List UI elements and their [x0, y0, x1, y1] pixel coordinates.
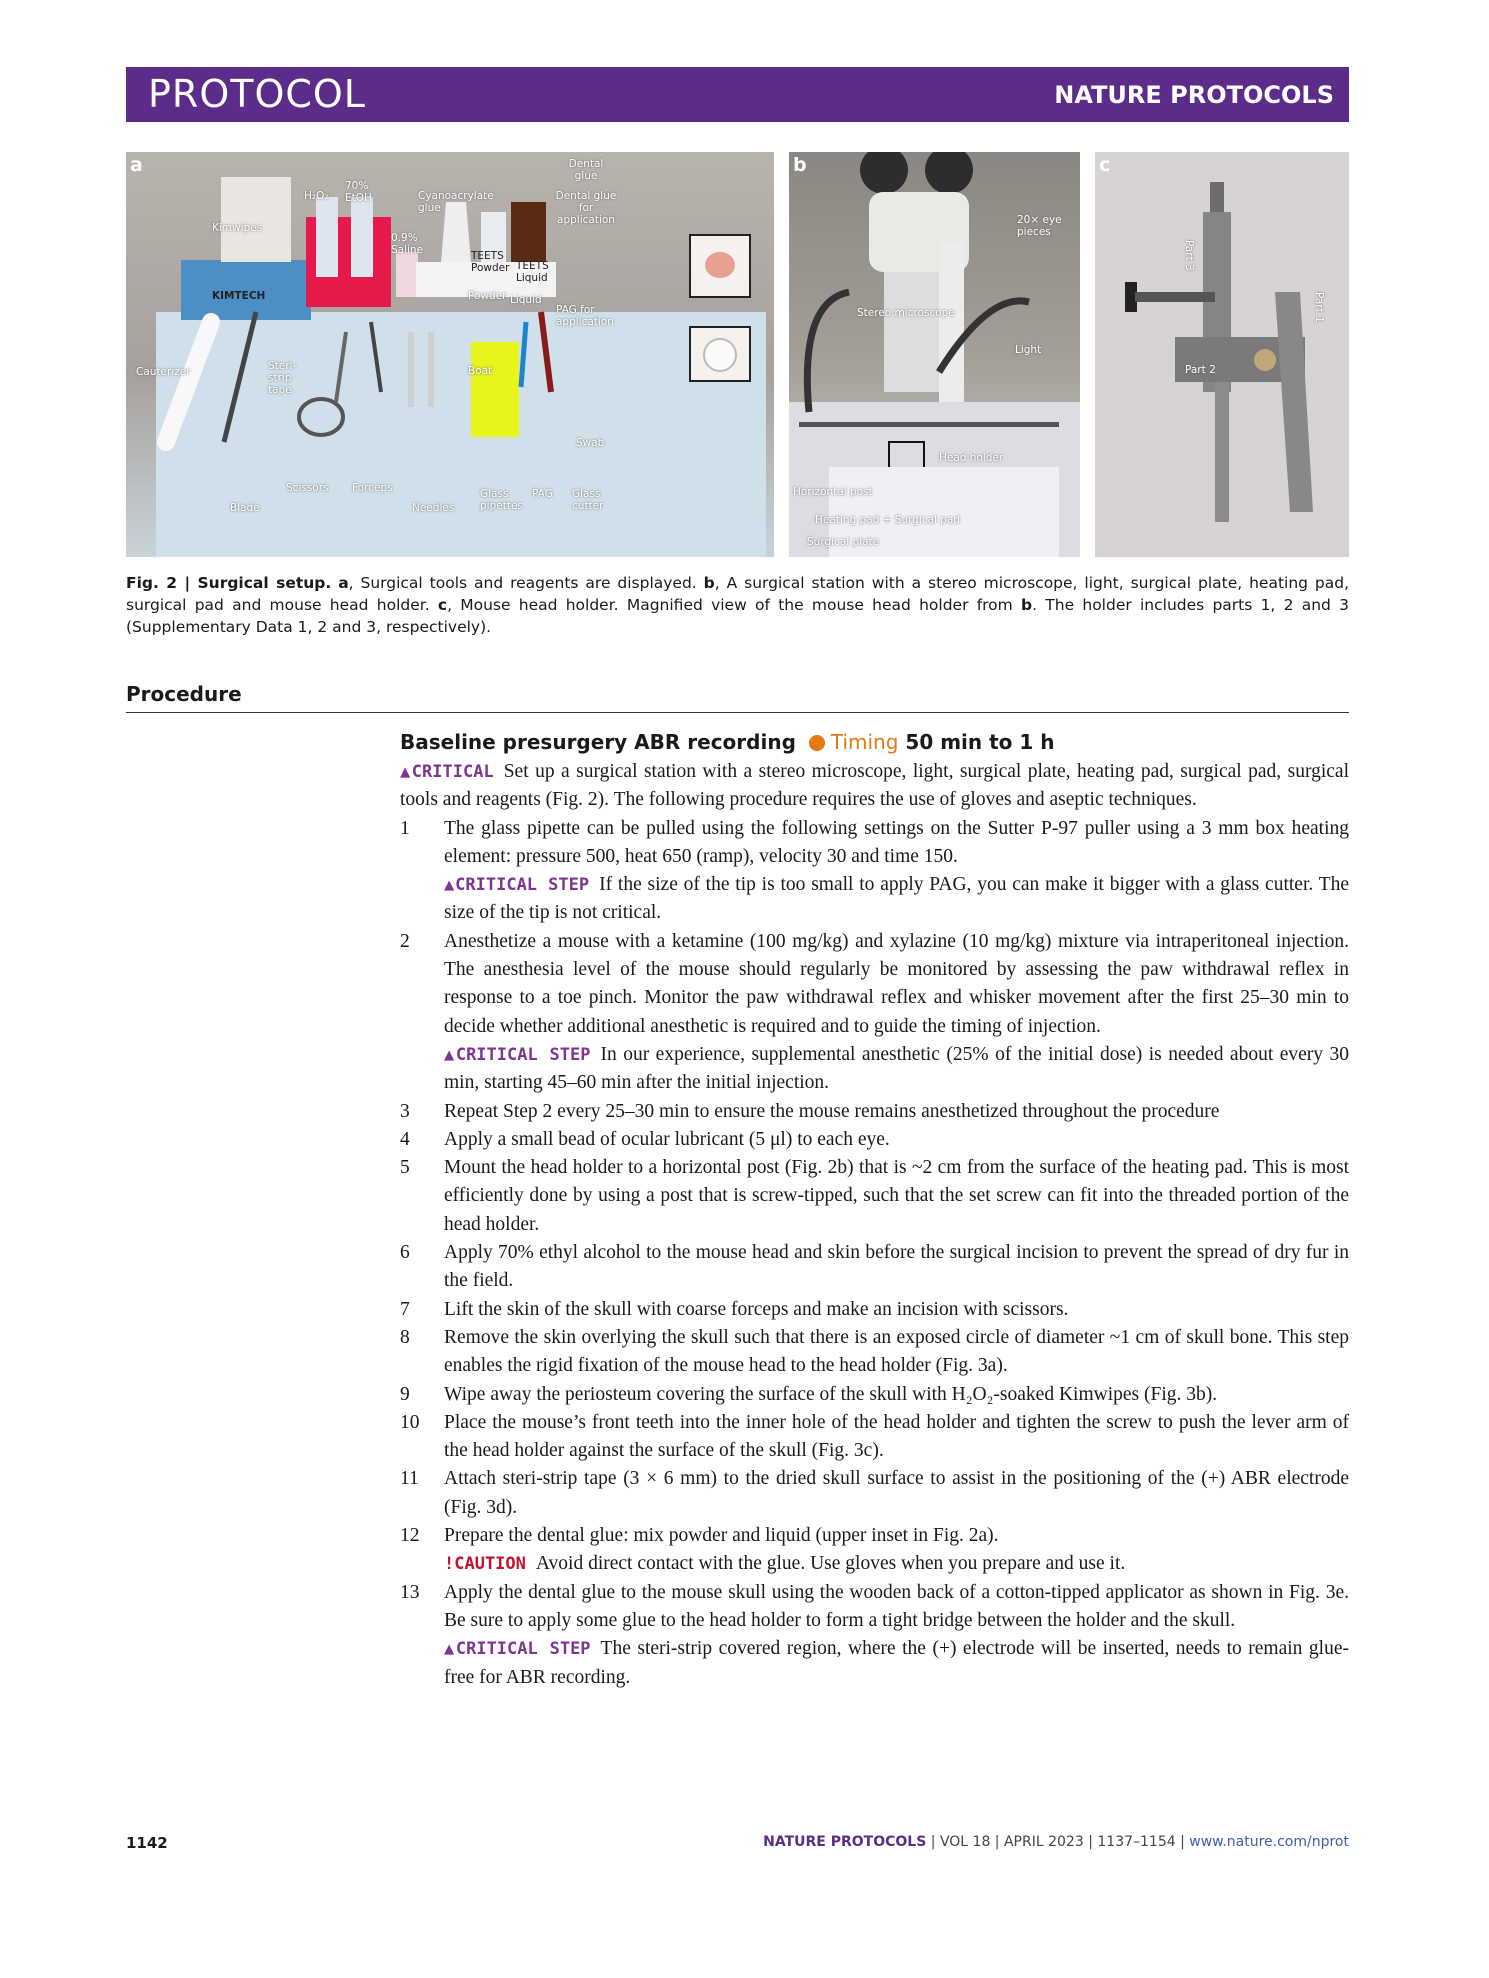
timing-dot-icon [809, 735, 825, 751]
critical-step-note [400, 1635, 1349, 1692]
procedure-step [400, 1296, 1349, 1324]
label-pag-application: PAG for application [556, 304, 614, 329]
panel-c-illustration [1095, 152, 1349, 557]
caption-b-text: , A surgical station with a stereo microscope, light, surgical plate, heating pad, surgical pad and mouse head holder. [126, 574, 1350, 614]
timing-label: Timing [830, 730, 899, 754]
procedure-step [400, 1465, 1349, 1522]
step-number: 10 [400, 1411, 420, 1433]
procedure-step [400, 815, 1349, 872]
procedure-divider [126, 712, 1349, 713]
step-number: 11 [400, 1468, 419, 1490]
step-number: 5 [400, 1157, 410, 1179]
step-number: 1 [400, 817, 410, 839]
figure-panel-c [1095, 152, 1349, 557]
panel-letter-c: c [1099, 154, 1111, 176]
critical-intro-text: Set up a surgical station with a stereo microscope, light, surgical plate, heating pad, surgical pad, surgical tools and reagents (Fig. 2). The following procedure requires the use of gloves and aseptic techniques. [400, 761, 1349, 811]
footer-citation: NATURE PROTOCOLS | VOL 18 | APRIL 2023 | 1137–1154 | www.nature.com/nprot [763, 1834, 1349, 1850]
footer-url[interactable]: www.nature.com/nprot [1189, 1834, 1349, 1850]
caption-a: a [338, 574, 349, 592]
step-text: Wipe away the periosteum covering the surface of the skull with H₂O₂-soaked Kimwipes (Fig. 3b). [444, 1383, 1218, 1405]
caption-c-text: , Mouse head holder. Magnified view of the mouse head holder from [447, 596, 1022, 614]
step-number: 8 [400, 1326, 410, 1348]
page-number: 1142 [126, 1834, 168, 1852]
pag-inset [689, 326, 751, 382]
step-text: Apply a small bead of ocular lubricant (5 μl) to each eye. [444, 1128, 890, 1150]
label-blade: Blade [230, 502, 260, 514]
procedure-step [400, 1381, 1349, 1409]
label-powder: Powder [468, 290, 507, 302]
label-part2: Part 2 [1185, 364, 1216, 376]
label-surgical-plate: Surgical plate [807, 536, 880, 548]
figure-panel-b [789, 152, 1080, 557]
step-number: 12 [400, 1525, 420, 1547]
critical-step-text: If the size of the tip is too small to apply PAG, you can make it bigger with a glass cutter. The size of the tip is not critical. [444, 874, 1350, 924]
section-title [400, 730, 1054, 754]
step-number: 2 [400, 930, 410, 952]
step-text: Anesthetize a mouse with a ketamine (100 mg/kg) and xylazine (10 mg/kg) mixture via intraperitoneal injection. The anesthesia level of the mouse should regularly be monitored by assessing the paw withdrawal reflex in response to a toe pinch. Monitor the paw withdrawal reflex and whisker movement after the first 25–30 min to decide whether additional anesthetic is required and to guide the timing of injection. [444, 930, 1349, 1037]
step-number: 4 [400, 1128, 410, 1150]
footer-journal: NATURE PROTOCOLS [763, 1834, 927, 1850]
step-text: Apply 70% ethyl alcohol to the mouse head and skin before the surgical incision to prevent the spread of dry fur in the field. [444, 1242, 1349, 1292]
step-text: The glass pipette can be pulled using the following settings on the Sutter P-97 puller using a 3 mm box heating element: pressure 500, heat 650 (ramp), velocity 30 and time 150. [444, 817, 1349, 867]
step-text: Repeat Step 2 every 25–30 min to ensure the mouse remains anesthetized throughout the procedure [444, 1100, 1220, 1122]
label-glass-pipettes: Glass pipettes [480, 488, 523, 513]
step-text: Apply the dental glue to the mouse skull using the wooden back of a cotton-tipped applicator as shown in Fig. 3e. Be sure to apply some glue to the head holder to form a tight bridge between the holder and the skull. [444, 1581, 1349, 1631]
journal-name: NATURE PROTOCOLS [1054, 81, 1334, 109]
procedure-step [400, 1324, 1349, 1381]
dental-glue-inset [689, 234, 751, 298]
critical-step-note [400, 1041, 1349, 1098]
caption-a-text: , Surgical tools and reagents are displayed. [348, 574, 704, 592]
caution-text: Avoid direct contact with the glue. Use gloves when you prepare and use it. [535, 1553, 1126, 1575]
label-part3: Part 3 [1183, 240, 1195, 271]
critical-step-text: The steri-strip covered region, where the (+) electrode will be inserted, needs to remain glue-free for ABR recording. [444, 1638, 1349, 1688]
label-dental-glue: Dental glue [568, 158, 604, 183]
label-liquid: Liquid [510, 294, 542, 306]
footer-date: APRIL 2023 [1003, 1834, 1084, 1850]
label-cyanoacrylate: Cyanoacrylate glue [418, 190, 494, 215]
label-steri-strip: Steri- strip tape [268, 360, 297, 397]
journal-header-bar [126, 67, 1349, 122]
label-stereo-microscope: Stereo microscope [857, 307, 955, 319]
label-saline: 0.9% Saline [391, 232, 424, 257]
step-number: 9 [400, 1383, 410, 1405]
step-text: Lift the skin of the skull with coarse forceps and make an incision with scissors. [444, 1298, 1069, 1320]
section-title-text: Baseline presurgery ABR recording [400, 730, 796, 754]
label-pag: PAG [532, 488, 553, 500]
label-light: Light [1015, 344, 1042, 356]
critical-step-note [400, 871, 1349, 928]
label-kimwipes: Kimwipes [212, 222, 263, 234]
label-needles: Needles [412, 502, 455, 514]
timing-value: 50 min to 1 h [905, 730, 1055, 754]
label-cauterizer: Cauterizer [136, 366, 191, 378]
section-label: PROTOCOL [148, 72, 366, 116]
step-text: Remove the skin overlying the skull such that there is an exposed circle of diameter ~1 cm of skull bone. This step enables the rigid fixation of the mouse head to the head holder (Fig. 3a). [444, 1326, 1349, 1377]
step-text: Prepare the dental glue: mix powder and liquid (upper inset in Fig. 2a). [444, 1525, 999, 1547]
figure-panel-a [126, 152, 774, 557]
procedure-body [400, 758, 1349, 1692]
procedure-step [400, 1126, 1349, 1154]
procedure-step [400, 1154, 1349, 1239]
footer-volume: VOL 18 [939, 1834, 991, 1850]
procedure-step [400, 1409, 1349, 1466]
step-number: 3 [400, 1100, 410, 1122]
critical-intro [400, 758, 1349, 815]
label-heating-pad: Heating pad + Surgical pad [815, 514, 960, 526]
label-kimtech: KIMTECH [212, 290, 266, 302]
procedure-step [400, 1522, 1349, 1550]
step-text: Place the mouse’s front teeth into the inner hole of the head holder and tighten the screw to push the lever arm of the head holder against the surface of the skull (Fig. 3c). [444, 1411, 1349, 1462]
step-text: Attach steri-strip tape (3 × 6 mm) to the dried skull surface to assist in the positioning of the (+) ABR electrode (Fig. 3d). [444, 1468, 1349, 1518]
label-scissors: Scissors [286, 482, 329, 494]
label-h2o2: H₂O₂ [304, 190, 329, 202]
label-teets-liquid: TEETS Liquid [516, 260, 549, 285]
figure-caption [126, 572, 1349, 638]
label-teets-powder: TEETS Powder [471, 250, 510, 275]
critical-step-tag: ▲CRITICAL STEP [444, 875, 590, 896]
label-eyepieces: 20× eye pieces [1017, 214, 1062, 239]
label-swab: Swab [576, 437, 605, 449]
procedure-step [400, 1239, 1349, 1296]
caution-tag: !CAUTION [444, 1554, 526, 1575]
procedure-step [400, 1098, 1349, 1126]
step-number: 6 [400, 1242, 410, 1264]
caption-label: Fig. 2 | Surgical setup. [126, 574, 332, 592]
label-glass-cutter: Glass cutter [572, 488, 604, 513]
label-etoh: 70% EtOH [345, 180, 372, 205]
critical-tag: ▲CRITICAL [400, 762, 494, 782]
step-text: Mount the head holder to a horizontal post (Fig. 2b) that is ~2 cm from the surface of the heating pad. This is most efficiently done by using a post that is screw-tipped, such that the set screw can fit into the threaded portion of the head holder. [444, 1157, 1349, 1235]
label-boat: Boat [468, 365, 493, 377]
procedure-step [400, 928, 1349, 1041]
footer-pages: 1137–1154 [1097, 1834, 1176, 1850]
caption-b: b [703, 574, 715, 592]
step-number: 7 [400, 1298, 410, 1320]
panel-letter-a: a [130, 154, 143, 176]
label-horizontal-post: Horizontal post [793, 486, 873, 498]
caption-c: c [437, 596, 448, 614]
caption-end-text: . The holder includes parts 1, 2 and 3 (Supplementary Data 1, 2 and 3, respectively). [126, 596, 1349, 636]
label-forceps: Forceps [352, 482, 393, 494]
procedure-step [400, 1579, 1349, 1636]
critical-step-text: In our experience, supplemental anesthetic (25% of the initial dose) is needed about every 30 min, starting 45–60 min after the initial injection. [444, 1043, 1349, 1094]
label-head-holder: Head holder [939, 452, 1004, 464]
critical-step-tag: ▲CRITICAL STEP [444, 1044, 591, 1065]
step-number: 13 [400, 1581, 420, 1603]
caption-b2: b [1021, 596, 1033, 614]
panel-letter-b: b [793, 154, 807, 176]
critical-step-tag: ▲CRITICAL STEP [444, 1639, 591, 1660]
steps-list [400, 815, 1349, 1692]
label-part1: Part 1 [1313, 292, 1325, 323]
caution-note [400, 1550, 1349, 1578]
label-dental-glue-application: Dental glue for application [555, 190, 617, 227]
procedure-heading: Procedure [126, 682, 242, 706]
